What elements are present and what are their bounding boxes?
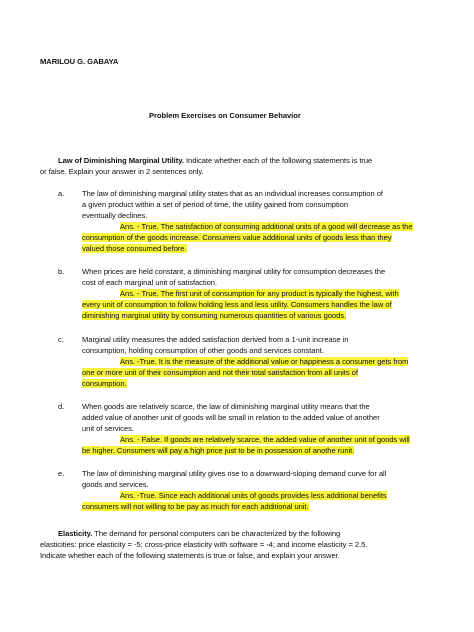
section2-line2: elasticities: price elasticity = -5; cross-price elasticity with software = -4; and income elasticity = 2.5. (40, 540, 368, 549)
item-d-line3: unit of services. (82, 424, 134, 433)
section1-intro-line1 (58, 155, 372, 166)
item-a-line1: The law of diminishing marginal utility states that as an individual increases consumption of (82, 189, 383, 198)
item-b-line1: When prices are held constant, a diminishing marginal utility for consumption decreases the (82, 267, 386, 276)
item-c-answer-line3: consumption. (82, 379, 127, 388)
item-e-answer-line2: consumers will not willing to be pay as much for each additional unit. (82, 502, 309, 511)
item-a-line3: eventually declines. (82, 211, 148, 220)
item-c-answer-line2: one or more unit of their consumption and not their total satisfaction from all units of (82, 368, 358, 377)
item-d-line1: When goods are relatively scarce, the law of diminishing marginal utility means that the (82, 402, 370, 411)
item-e-line2: goods and services. (82, 480, 149, 489)
item-b-answer-line2: every unit of consumption to follow holding less and less utility. Consumers handles the law of (82, 300, 392, 309)
item-b-line2: cost of each marginal unit of satisfaction. (82, 278, 218, 287)
item-a-line2: a given product within a set of period of time, the utility gained from consumption (82, 200, 348, 209)
item-c-line2: consumption, holding consumption of other goods and services constant. (82, 346, 324, 355)
item-c-answer-line1: Ans. -True. It is the measure of the additional value or happiness a consumer gets from (120, 357, 409, 366)
item-d-answer-line2: be higher. Consumers will pay a high price just to be in possession of anothe runit. (82, 446, 355, 455)
section2-heading: Elasticity. (58, 529, 93, 538)
item-b-answer-line3: diminishing marginal utility by consuming numerous quantities of various goods. (82, 311, 347, 320)
item-a-answer-line3: valued those consumed before. (82, 244, 187, 253)
item-d-marker: d. (58, 402, 65, 411)
item-e-marker: e. (58, 469, 65, 478)
item-a-answer-line1: Ans. - True. The satisfaction of consuming additional units of a good will decrease as the (120, 222, 413, 231)
section2-line1 (58, 528, 340, 539)
item-a-marker: a. (58, 189, 65, 198)
item-d-line2: added value of another unit of goods will be small in relation to the added value of another (82, 413, 380, 422)
item-b-marker: b. (58, 267, 65, 276)
item-c-line1: Marginal utility measures the added satisfaction derived from a 1-unit increase in (82, 335, 349, 344)
document-title: Problem Exercises on Consumer Behavior (149, 111, 301, 120)
item-e-answer-line1: Ans. -True. Since each additional units of goods provides less additional benefits (120, 491, 387, 500)
section1-intro-line2: or false. Explain your answer in 2 sentences only. (40, 167, 204, 176)
item-e-line1: The law of diminishing marginal utility gives rise to a downward-sloping demand curve for all (82, 469, 387, 478)
item-d-answer-line1: Ans. - False. If goods are relatively scarce, the added value of another unit of goods will (120, 435, 410, 444)
item-a-answer-line2: consumption of the goods increase. Consumers value additional units of goods less than they (82, 233, 392, 242)
section2-intro-text: The demand for personal computers can be characterized by the following (94, 529, 341, 538)
item-c-marker: c. (58, 335, 64, 344)
item-b-answer-line1: Ans. - True. The first unit of consumption for any product is typically the highest, with (120, 289, 399, 298)
author-name: MARILOU G. GABAYA (40, 57, 119, 66)
section2-line3: Indicate whether each of the following statements is true or false, and explain your answer. (40, 551, 340, 560)
section1-intro-text: Indicate whether each of the following statements is true (185, 156, 373, 165)
section1-heading: Law of Diminishing Marginal Utility. (58, 156, 184, 165)
